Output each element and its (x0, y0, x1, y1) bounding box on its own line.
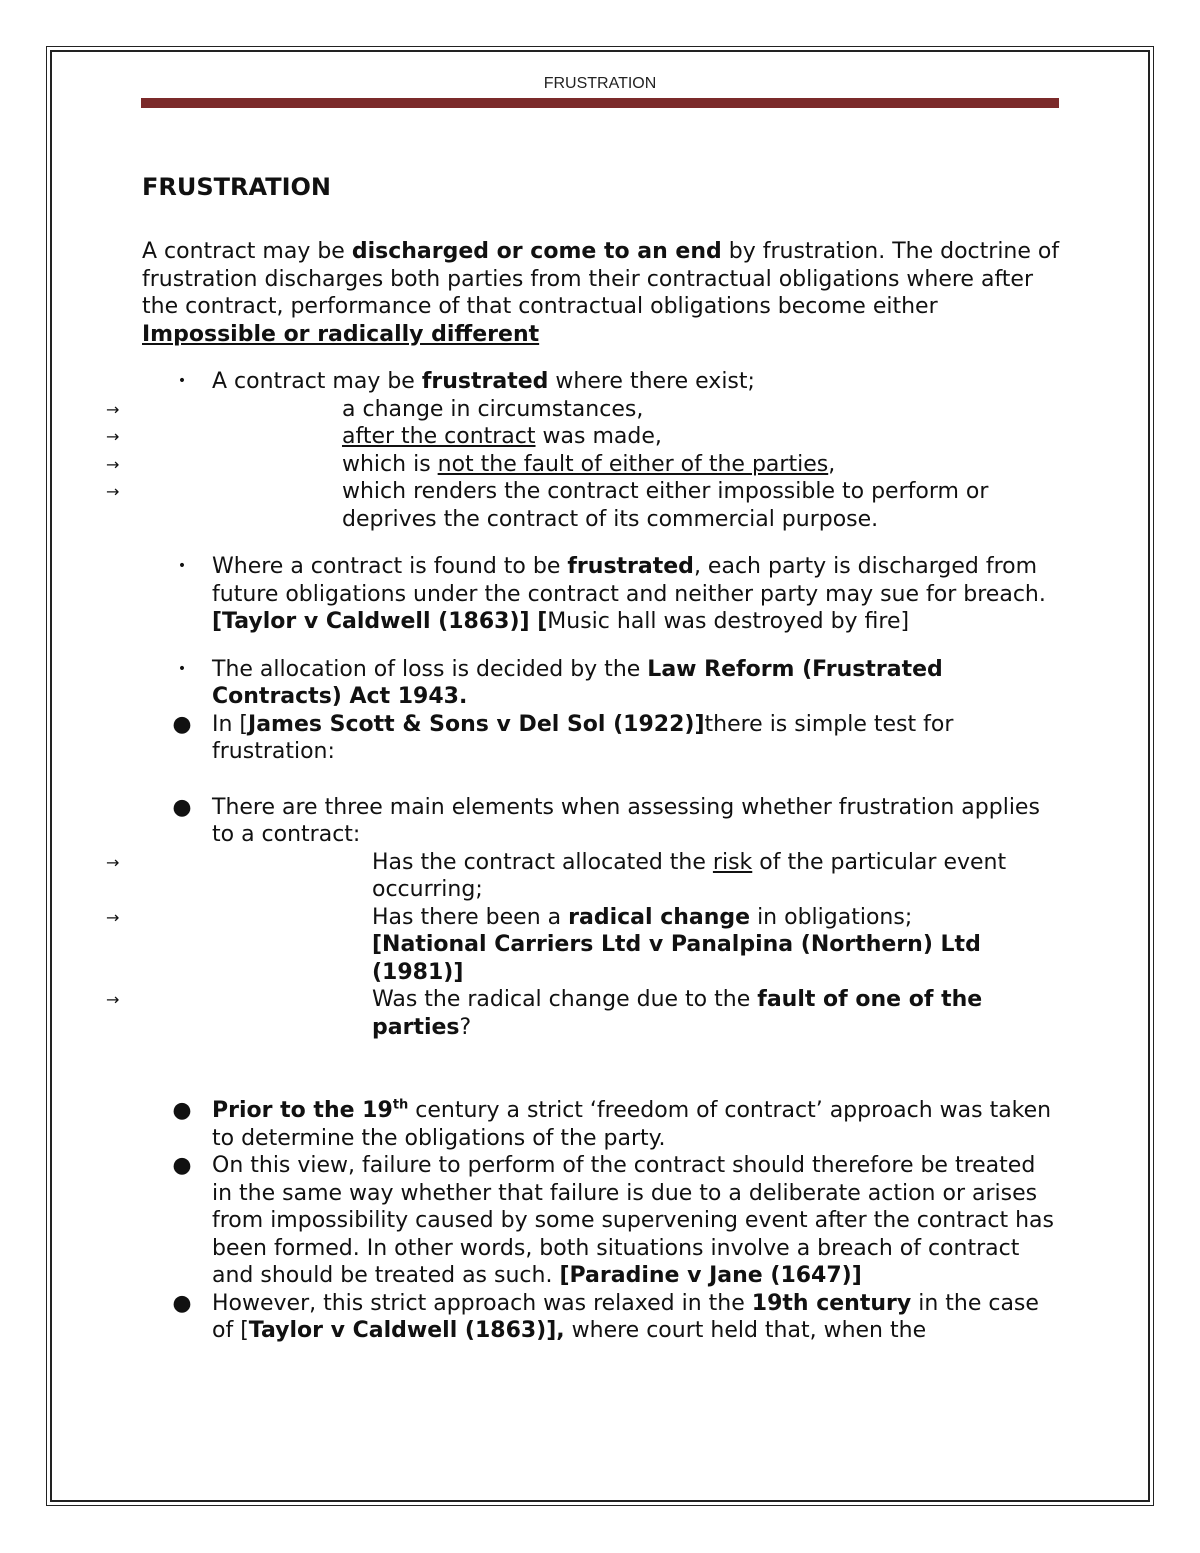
arrow-icon: → (106, 907, 120, 927)
bullet-text: Music hall was destroyed by fire] (547, 609, 910, 634)
sub-item-1-4 (106, 478, 1062, 533)
statute-citation: Law Reform (Frustrated Contracts) Act 1943. (212, 656, 943, 709)
sub-item-underline: after the contract (342, 424, 536, 449)
document-body (106, 170, 1062, 1345)
bullet-bold: frustrated (421, 369, 549, 394)
bullet-bold: Prior to the 19 (212, 1098, 393, 1123)
running-header: FRUSTRATION (543, 75, 657, 92)
case-citation: [National Carriers Ltd v Panalpina (Northern) Ltd (1981)] (372, 932, 981, 985)
sub-item-text: was made, (535, 424, 662, 449)
bullet-marker: ● (172, 794, 192, 820)
intro-text-1: A contract may be (142, 239, 352, 264)
sub-item-text: ? (459, 1014, 472, 1040)
bullet-item-2 (142, 553, 1062, 636)
sub-item-text: Was the radical change due to the (372, 987, 758, 1012)
superscript: th (392, 1097, 409, 1113)
header-rule (141, 98, 1059, 108)
sub-item-text: , (828, 451, 836, 477)
sub-item-underline: risk (712, 849, 753, 875)
bullet-text: In [ (212, 711, 249, 737)
bullet-item-7 (142, 1152, 1062, 1290)
bullet-marker: ● (172, 1153, 192, 1178)
bullet-text: A contract may be (212, 369, 422, 394)
sub-item-text: Has the contract allocated the (372, 849, 713, 875)
bullet-text: , each party is discharged from future obligations under the contract and neither party may sue for breach. (212, 554, 1046, 607)
sub-item-5-2 (106, 904, 1062, 987)
bullet-marker: • (177, 373, 187, 389)
bullet-text: However, this strict approach was relaxed in the (212, 1290, 752, 1316)
sub-item-1-2 (106, 423, 1062, 451)
arrow-icon: → (106, 852, 120, 872)
sub-item-5-1 (106, 849, 1062, 904)
bullet-marker: ● (172, 711, 192, 737)
bullet-bold: frustrated (567, 554, 694, 579)
intro-bold: discharged or come to an end (351, 239, 722, 264)
sub-item-1-3 (106, 451, 1062, 479)
arrow-icon: → (106, 427, 120, 446)
arrow-icon: → (106, 399, 120, 419)
bullet-item-5 (142, 794, 1062, 849)
bullet-text: The allocation of loss is decided by the (212, 656, 648, 682)
bullet-text: in the case of [ (212, 1290, 1039, 1343)
arrow-icon: → (106, 454, 120, 474)
case-citation: James Scott & Sons v Del Sol (1922)] (248, 711, 705, 737)
bullet-text: There are three main elements when assessing whether frustration applies to a contract: (212, 794, 1040, 847)
bullet-item-3 (142, 656, 1062, 711)
bullet-marker: • (177, 660, 187, 677)
sub-item-5-3 (106, 986, 1062, 1041)
sub-item-text: in obligations; (750, 904, 913, 930)
sub-item-text: which is (342, 451, 438, 477)
arrow-icon: → (106, 990, 120, 1009)
intro-key-phrase: Impossible or radically different (142, 321, 540, 347)
bullet-text: Where a contract is found to be (212, 554, 568, 579)
bullet-marker: ● (172, 1290, 192, 1316)
bullet-text: century a strict ‘freedom of contract’ approach was taken to determine the obligations of the party. (212, 1098, 1052, 1151)
case-citation: [Paradine v Jane (1647)] (559, 1263, 862, 1288)
case-citation: [Taylor v Caldwell (1863)] [ (212, 609, 548, 634)
intro-text-2: by frustration. The doctrine of frustration discharges both parties from their contractual obligations where after the contract, performance of that contractual obligations become either (142, 239, 1060, 319)
arrow-icon: → (106, 482, 120, 501)
sub-item-1-1 (106, 396, 1062, 424)
sub-item-bold: radical change (568, 904, 751, 930)
sub-item-text: which renders the contract either impossible to perform or deprives the contract of its commercial purpose. (342, 479, 989, 532)
bullet-text: On this view, failure to perform of the contract should therefore be treated in the same way whether that failure is due to a deliberate action or arises from impossibility caused by some supervening event after the contract has been formed. In other words, both situations involve a breach of contract and should be treated as such. (212, 1153, 1054, 1288)
sub-item-text: Has there been a (372, 904, 569, 930)
bullet-text: where there exist; (548, 369, 755, 394)
sub-item-underline: not the fault of either of the parties (437, 451, 829, 477)
sub-item-bold: fault of one of the parties (372, 987, 983, 1040)
bullet-bold: 19th century (751, 1290, 912, 1316)
bullet-item-4 (142, 711, 1062, 766)
sub-item-text: of the particular event occurring; (372, 849, 1007, 902)
sub-item-text: a change in circumstances, (342, 396, 644, 422)
bullet-text: where court held that, when the (564, 1318, 927, 1343)
document-title: FRUSTRATION (142, 173, 331, 201)
bullet-marker: • (177, 558, 187, 574)
bullet-item-1 (142, 368, 1062, 396)
bullet-text: there is simple test for frustration: (212, 711, 954, 764)
bullet-item-6 (142, 1097, 1062, 1152)
case-citation: Taylor v Caldwell (1863)], (248, 1318, 565, 1343)
bullet-marker: ● (172, 1098, 192, 1123)
bullet-item-8 (142, 1290, 1062, 1345)
intro-paragraph (142, 238, 1062, 348)
